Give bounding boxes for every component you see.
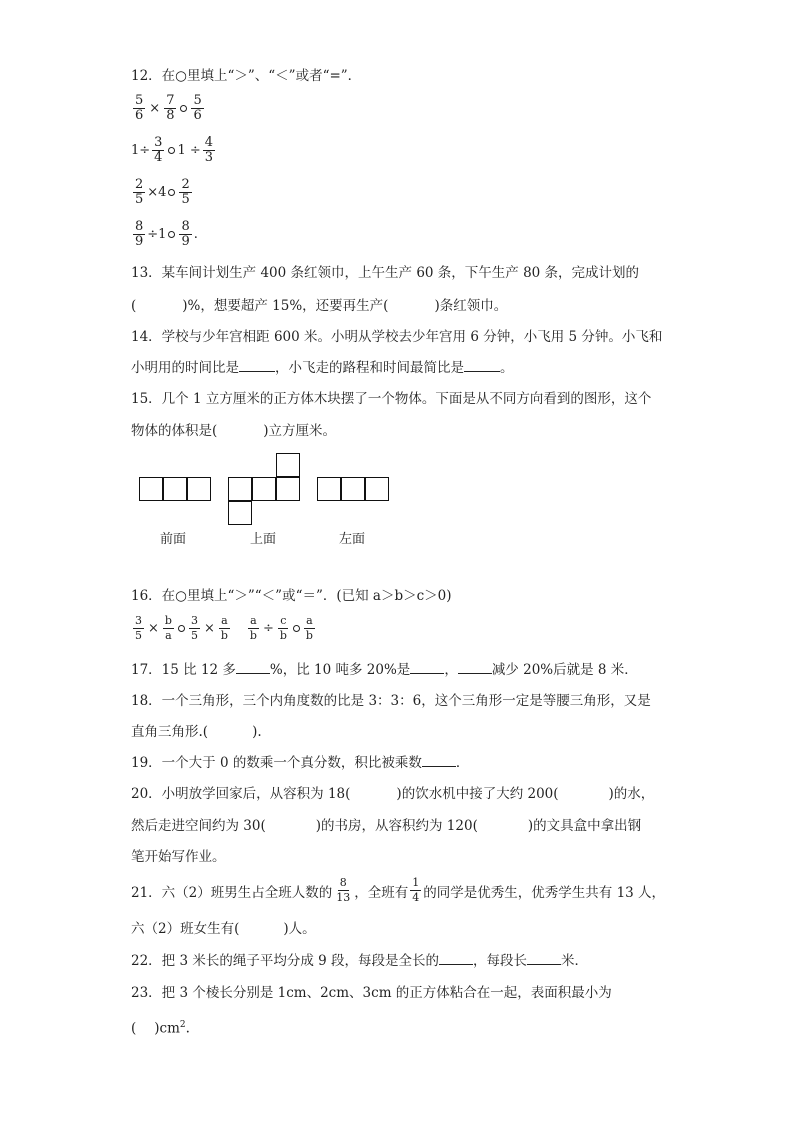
fraction: $\frac{b}{a}$ — [164, 614, 172, 642]
fraction: $\frac{3}{5}$ — [190, 614, 198, 642]
q13-line2: ( )%，想要超产 15%，还要再生产( )条红领巾。 — [131, 298, 508, 314]
fraction: $\frac{2}{5}$ — [181, 177, 190, 207]
label-left: 左面 — [339, 532, 366, 547]
q20-line3: 笔开始写作业。 — [131, 849, 226, 865]
q15-line1: 15．几个 1 立方厘米的正方体木块摆了一个物体。下面是从不同方向看到的图形，这个 — [131, 391, 652, 407]
compare-circle[interactable] — [178, 625, 185, 632]
fraction: $\frac{2}{5}$ — [135, 177, 144, 207]
q23-line2: ( )$cm^2$. — [131, 1020, 190, 1037]
q12-row1: $\frac{5}{6}$ × $\frac{7}{8}$ $\frac{5}{6}$ — [135, 93, 202, 123]
q22-line: 22．把 3 米长的绳子平均分成 9 段，每段是全长的 ，每段长 米． — [131, 953, 589, 969]
q19-line: 19．一个大于 0 的数乘一个真分数，积比被乘数 ． — [131, 755, 470, 771]
fraction: $\frac{c}{b}$ — [279, 614, 287, 642]
answer-blank[interactable] — [458, 661, 492, 674]
q12-stem: 12．在○里填上“＞”、“＜”或者“=”． — [131, 68, 362, 84]
square — [228, 501, 252, 525]
square — [365, 477, 389, 501]
answer-blank[interactable] — [422, 754, 456, 767]
q20-line1: 20．小明放学回家后，从容积为 18( )的饮水机中接了大约 200( )的水， — [131, 786, 655, 802]
label-front: 前面 — [160, 532, 187, 547]
fraction: $\frac{7}{8}$ — [166, 93, 175, 123]
q21-line2: 六（2）班女生有( )人。 — [131, 921, 316, 937]
square — [276, 477, 300, 501]
fraction: $\frac{8}{13}$ — [336, 876, 351, 904]
fraction: $\frac{4}{3}$ — [204, 135, 214, 165]
square — [341, 477, 365, 501]
fraction: $\frac{3}{5}$ — [135, 614, 142, 642]
square — [139, 477, 163, 501]
label-top: 上面 — [250, 532, 277, 547]
q16-stem: 16．在○里填上“＞”“＜”或“＝”．(已知 a＞b＞c＞0) — [131, 588, 452, 604]
q15-line2: 物体的体积是( )立方厘米。 — [131, 423, 337, 439]
answer-blank[interactable] — [236, 661, 270, 674]
q18-line2: 直角三角形.( ). — [131, 724, 262, 740]
fraction: $\frac{5}{6}$ — [193, 93, 202, 123]
q13-line1: 13．某车间计划生产 400 条红领巾，上午生产 60 条，下午生产 80 条，完成计划的 — [131, 265, 640, 281]
fraction: $\frac{a}{b}$ — [305, 614, 313, 642]
q14-line2: 小明用的时间比是 ，小飞走的路程和时间最简比是 。 — [131, 360, 514, 376]
left-view-figure — [317, 477, 393, 503]
answer-blank[interactable] — [239, 359, 275, 372]
answer-blank[interactable] — [464, 359, 500, 372]
compare-circle[interactable] — [168, 189, 175, 196]
answer-blank[interactable] — [439, 952, 473, 965]
q12-row3: $\frac{2}{5}$ ×4 $\frac{2}{5}$ — [135, 177, 190, 207]
compare-circle[interactable] — [293, 625, 300, 632]
square — [228, 477, 252, 501]
q20-line2: 然后走进空间约为 30( )的书房，从容积约为 120( )的文具盒中拿出钢 — [131, 818, 642, 834]
square — [276, 453, 300, 477]
square — [252, 477, 276, 501]
fraction: $\frac{5}{6}$ — [135, 93, 144, 123]
answer-blank[interactable] — [410, 661, 444, 674]
fraction: $\frac{a}{b}$ — [249, 614, 257, 642]
fraction: $\frac{8}{9}$ — [135, 219, 144, 249]
q21-line1: 21．六（2）班男生占全班人数的 $\frac{8}{13}$ ，全班有 $\frac{1}{4}$ 的同学是优秀生，优秀学生共有 13 人， — [131, 876, 666, 904]
square — [317, 477, 341, 501]
q18-line1: 18．一个三角形，三个内角度数的比是 3：3：6，这个三角形一定是等腰三角形，又是 — [131, 693, 651, 709]
compare-circle[interactable] — [180, 105, 187, 112]
compare-circle[interactable] — [168, 231, 175, 238]
q17-line: 17．15 比 12 多 %，比 10 吨多 20%是 ， 减少 20%后就是 8 米． — [131, 662, 638, 678]
fraction: $\frac{a}{b}$ — [220, 614, 228, 642]
q12-row4: $\frac{8}{9}$ ÷1 $\frac{8}{9}$ . — [135, 219, 198, 249]
fraction: $\frac{3}{4}$ — [154, 135, 163, 165]
q16-expressions: $\frac{3}{5}$ × $\frac{b}{a}$ $\frac{3}{5}$ × $\frac{a}{b}$ $\frac{a}{b}$ ÷ $\frac{c}{b}$ $\frac{a}{b}$ — [135, 614, 313, 642]
square — [163, 477, 187, 501]
front-view-figure — [139, 477, 215, 503]
fraction: $\frac{1}{4}$ — [412, 876, 420, 904]
top-view-figure — [228, 453, 304, 529]
answer-blank[interactable] — [527, 952, 561, 965]
q12-row2: 1÷ $\frac{3}{4}$ 1 ÷ $\frac{4}{3}$ — [131, 135, 214, 165]
q14-line1: 14．学校与少年宫相距 600 米。小明从学校去少年宫用 6 分钟，小飞用 5 分钟。小飞和 — [131, 329, 663, 345]
q23-line1: 23．把 3 个棱长分别是 1cm、2cm、3cm 的正方体粘合在一起，表面积最小为 — [131, 985, 612, 1001]
fraction: $\frac{8}{9}$ — [181, 219, 190, 249]
compare-circle[interactable] — [168, 147, 175, 154]
square — [187, 477, 211, 501]
